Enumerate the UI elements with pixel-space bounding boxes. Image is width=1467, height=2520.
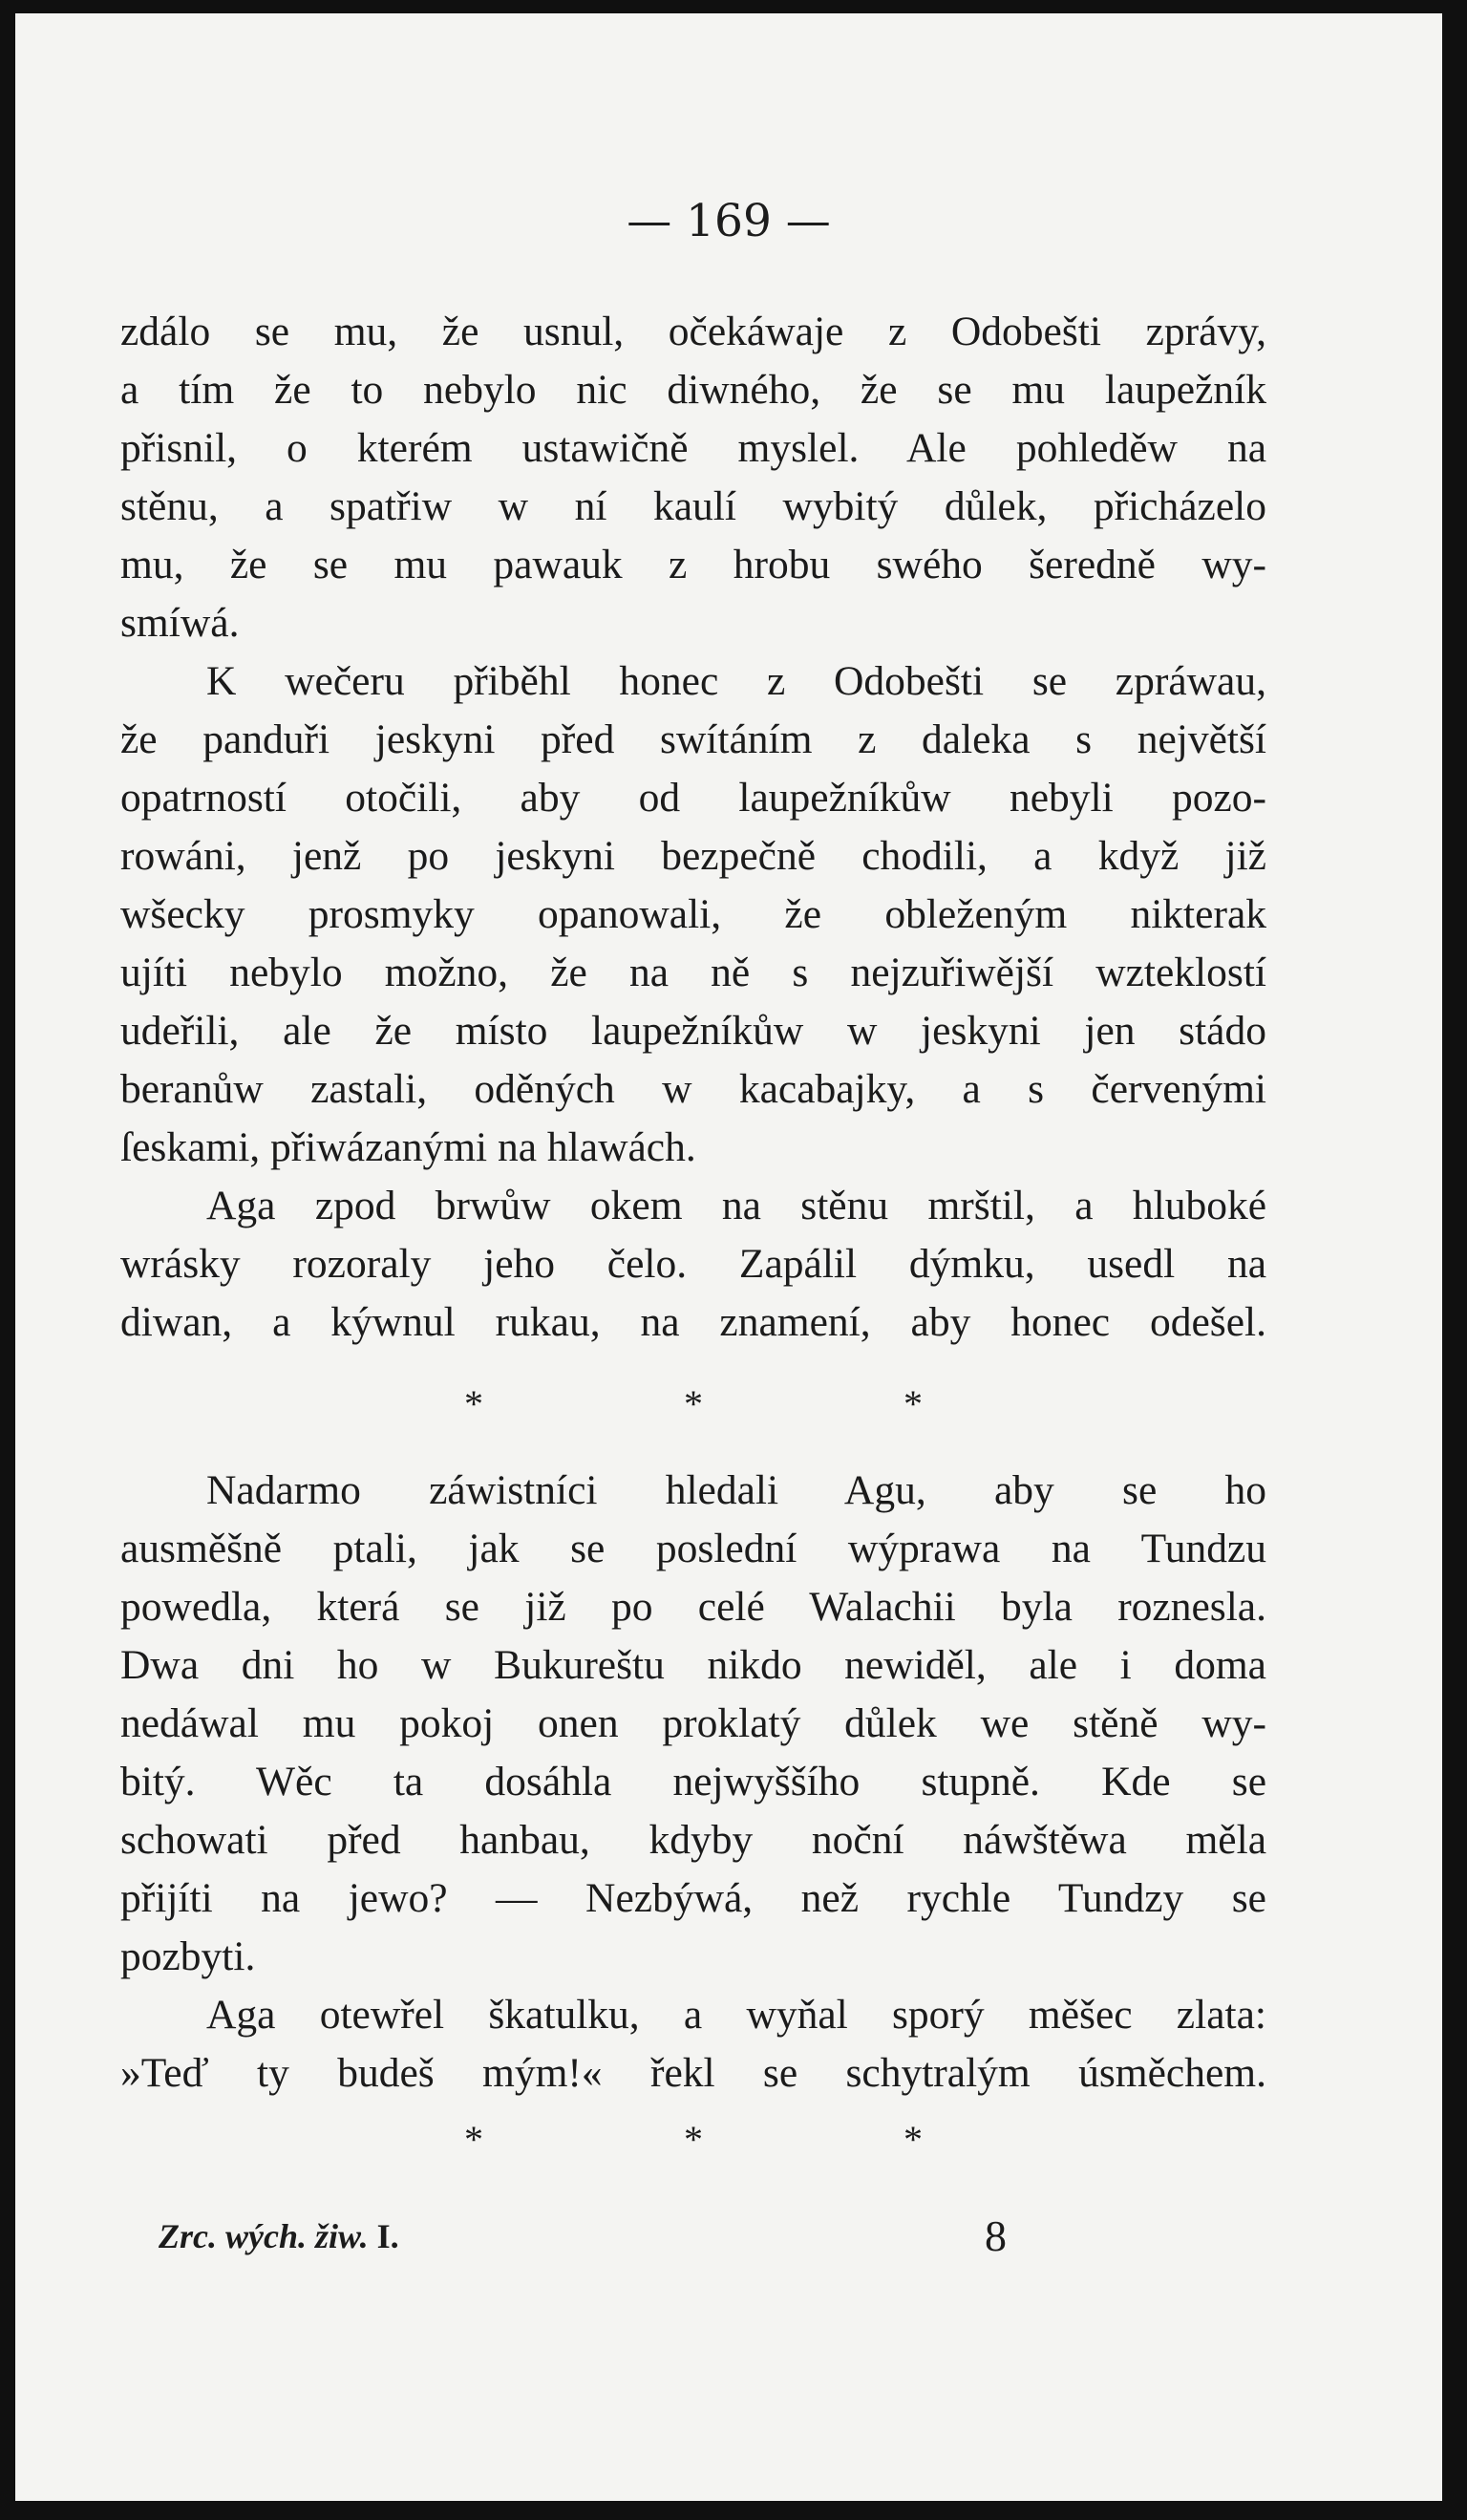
text-line: K wečeru přiběhl honec z Odobešti se zpráwau, <box>206 658 1266 704</box>
text-line: beranůw zastali, oděných w kacabajky, a s červenými <box>120 1066 1266 1112</box>
text-line: pozbyti. <box>120 1933 256 1979</box>
paragraph-5 <box>120 1986 1266 2103</box>
sheet-number: 8 <box>985 2211 1007 2260</box>
body-text <box>120 303 1266 2168</box>
paragraph-1 <box>120 303 1266 652</box>
paragraph-4 <box>120 1462 1266 1986</box>
section-separator: * * * <box>464 2118 1018 2161</box>
text-line: že panduři jeskyni před swítáním z daleka s největší <box>120 716 1266 762</box>
paragraph-3 <box>120 1177 1266 1352</box>
text-line: ujíti nebylo možno, že na ně s nejzuřiwější wzteklostí <box>120 950 1266 995</box>
page-number: — 169 — <box>627 195 831 247</box>
text-line: Aga otewřel škatulku, a wyňal sporý měšec zlata: <box>206 1992 1266 2038</box>
text-line: opatrností otočili, aby od laupežníkůw nebyli pozo- <box>120 775 1266 821</box>
text-line: a tím že to nebylo nic diwného, že se mu laupežník <box>120 367 1266 413</box>
text-line: přijíti na jewo? — Nezbýwá, než rychle Tundzy se <box>120 1875 1266 1921</box>
signature-abbrev: Zrc. wých. žiw. <box>159 2217 369 2255</box>
text-line: wrásky rozoraly jeho čelo. Zapálil dýmku, usedl na <box>120 1241 1266 1287</box>
text-line: přisnil, o kterém ustawičně myslel. Ale pohleděw na <box>120 425 1266 471</box>
section-separator: * * * <box>464 1382 1018 1425</box>
text-line: stěnu, a spatřiw w ní kaulí wybitý důlek, přicházelo <box>120 483 1266 529</box>
text-line: zdálo se mu, že usnul, očekáwaje z Odobešti zprávy, <box>120 309 1266 354</box>
text-line: ausměšně ptali, jak se poslední wýprawa na Tundzu <box>120 1526 1266 1571</box>
text-line: rowáni, jenž po jeskyni bezpečně chodili, a když již <box>120 833 1266 879</box>
text-line: powedla, která se již po celé Walachii byla roznesla. <box>120 1584 1266 1630</box>
printer-signature <box>159 2216 399 2256</box>
text-line: wšecky prosmyky opanowali, že obleženým nikterak <box>120 891 1266 937</box>
text-line: schowati před hanbau, kdyby noční náwštěwa měla <box>120 1817 1266 1863</box>
text-line: mu, že se mu pawauk z hrobu swého šeredně wy- <box>120 542 1266 587</box>
text-line: ſeskami, přiwázanými na hlawách. <box>120 1124 696 1170</box>
volume-number: I. <box>376 2217 399 2255</box>
text-line: udeřili, ale že místo laupežníkůw w jeskyni jen stádo <box>120 1008 1266 1054</box>
paragraph-2 <box>120 652 1266 1177</box>
text-line: smíwá. <box>120 600 240 646</box>
text-line: Aga zpod brwůw okem na stěnu mrštil, a hluboké <box>206 1183 1266 1228</box>
text-line: bitý. Wěc ta dosáhla nejwyššího stupně. Kde se <box>120 1759 1266 1805</box>
text-line: diwan, a kýwnul rukau, na znamení, aby honec odešel. <box>120 1299 1266 1345</box>
text-line: Nadarmo záwistníci hledali Agu, aby se ho <box>206 1467 1266 1513</box>
page-footer <box>159 2211 1114 2274</box>
text-line: nedáwal mu pokoj onen proklatý důlek we stěně wy- <box>120 1700 1266 1746</box>
text-line: Dwa dni ho w Bukureštu nikdo newiděl, ale i doma <box>120 1642 1266 1688</box>
text-line: »Teď ty budeš mým!« řekl se schytralým úsměchem. <box>120 2050 1266 2096</box>
book-page <box>15 13 1442 2501</box>
